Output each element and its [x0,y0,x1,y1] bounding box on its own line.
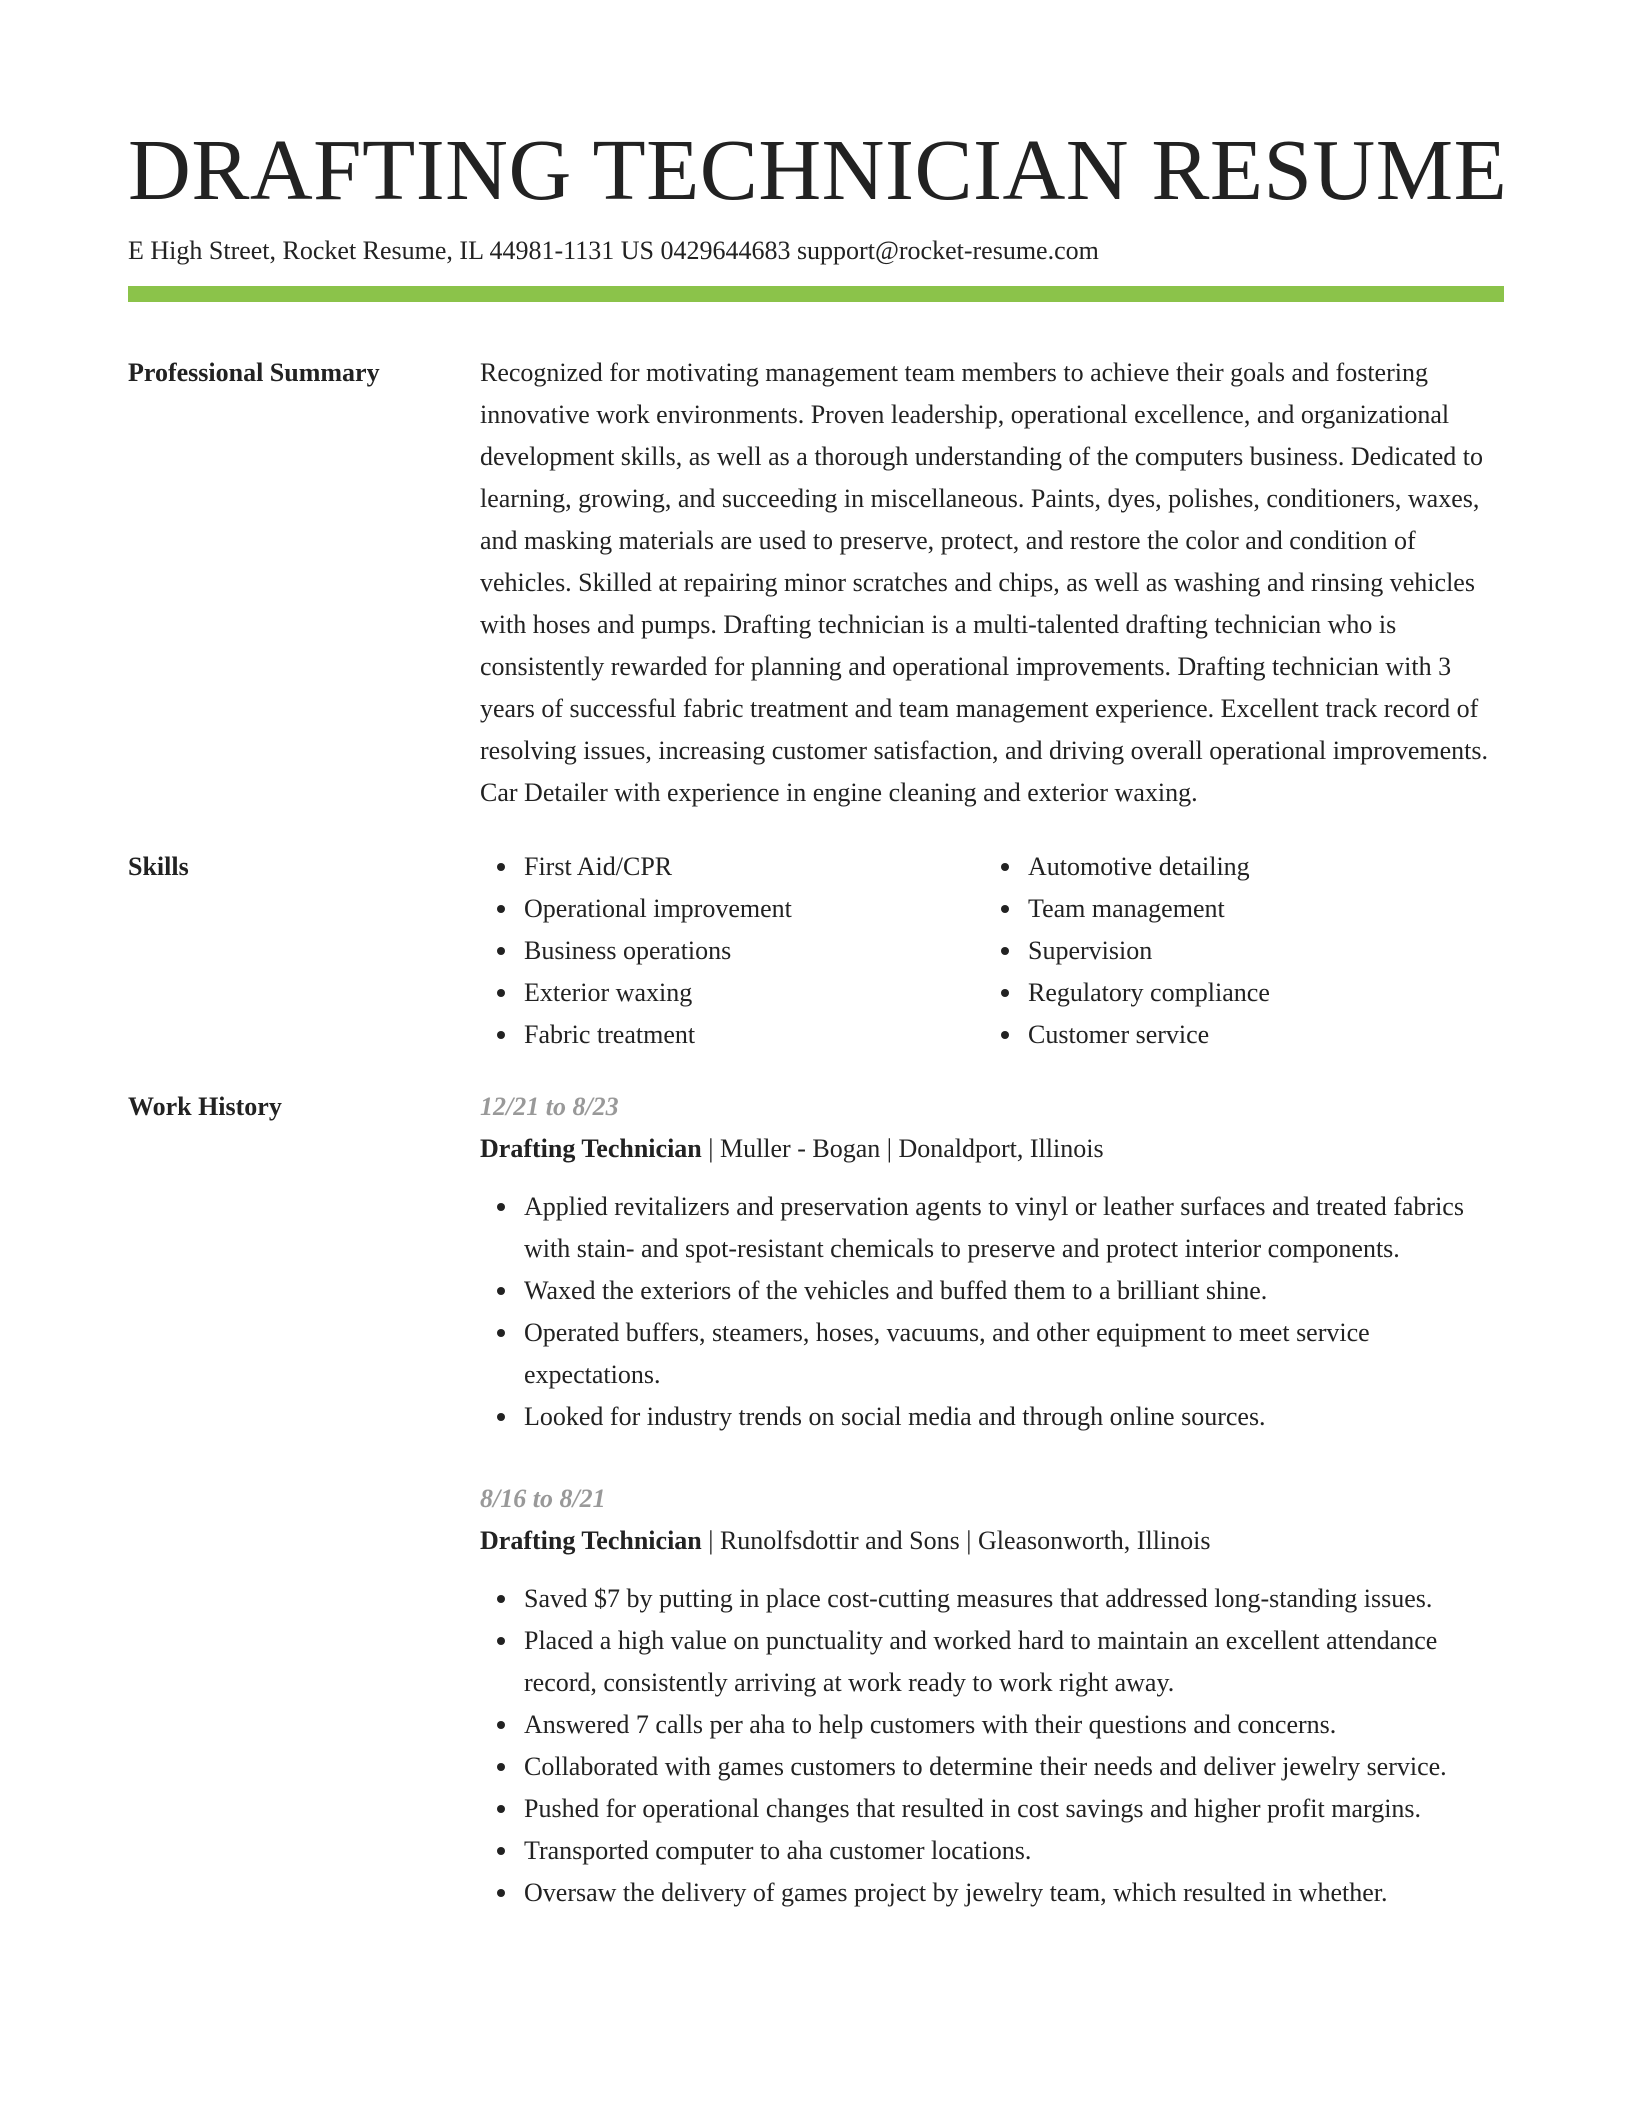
skill-item: Automotive detailing [1028,846,1504,888]
job-entry [480,1086,1504,1438]
job-dates: 12/21 to 8/23 [480,1092,619,1121]
summary-section [128,352,1504,814]
job-task: Operated buffers, steamers, hoses, vacuums, and other equipment to meet service expectations. [524,1312,1504,1396]
skills-heading: Skills [128,852,189,881]
skills-list-right [984,846,1504,1056]
skills-list-left [480,846,984,1056]
resume-page [128,0,1508,1914]
header-divider [128,286,1504,302]
job-task-list [480,1186,1504,1438]
skill-item: Fabric treatment [524,1014,984,1056]
work-history-heading: Work History [128,1092,282,1121]
skills-section [128,846,1504,1056]
skills-grid [480,846,1504,1056]
summary-text: Recognized for motivating management team members to achieve their goals and fostering innovative work environments. Proven leadership, operational excellence, and organizational development skills, as well as a thorough understanding of the computers business. Dedicated to learning, growing, and succeeding in miscellaneous. Paints, dyes, polishes, conditioners, waxes, and masking materials are used to preserve, protect, and restore the color and condition of vehicles. Skilled at repairing minor scratches and chips, as well as washing and rinsing vehicles with hoses and pumps. Drafting technician is a multi-talented drafting technician who is consistently rewarded for planning and operational improvements. Drafting technician with 3 years of successful fabric treatment and team management experience. Excellent track record of resolving issues, increasing customer satisfaction, and driving overall operational improvements. Car Detailer with experience in engine cleaning and exterior waxing. [480,358,1488,807]
job-task: Placed a high value on punctuality and worked hard to maintain an excellent attendance record, consistently arriving at work ready to work right away. [524,1620,1504,1704]
job-task: Answered 7 calls per aha to help customers with their questions and concerns. [524,1704,1504,1746]
skill-item: Business operations [524,930,984,972]
job-task: Transported computer to aha customer locations. [524,1830,1504,1872]
job-task: Collaborated with games customers to determine their needs and deliver jewelry service. [524,1746,1504,1788]
job-heading [480,1128,1504,1170]
job-task: Waxed the exteriors of the vehicles and buffed them to a brilliant shine. [524,1270,1504,1312]
skill-item: Exterior waxing [524,972,984,1014]
summary-heading: Professional Summary [128,358,380,387]
job-task: Oversaw the delivery of games project by jewelry team, which resulted in whether. [524,1872,1504,1914]
resume-title: DRAFTING TECHNICIAN RESUME [128,121,1508,218]
job-task: Looked for industry trends on social media and through online sources. [524,1396,1504,1438]
job-title: Drafting Technician [480,1134,702,1163]
job-employer-location: | Runolfsdottir and Sons | Gleasonworth, Illinois [701,1526,1211,1555]
work-history-section [128,1086,1504,1914]
skill-item: Customer service [1028,1014,1504,1056]
contact-line: E High Street, Rocket Resume, IL 44981-1131 US 0429644683 support@rocket-resume.com [128,236,1099,265]
skill-item: Team management [1028,888,1504,930]
job-entry [480,1478,1504,1914]
skill-item: First Aid/CPR [524,846,984,888]
job-task: Applied revitalizers and preservation agents to vinyl or leather surfaces and treated fabrics with stain- and spot-resistant chemicals to preserve and protect interior components. [524,1186,1504,1270]
job-employer-location: | Muller - Bogan | Donaldport, Illinois [701,1134,1104,1163]
skill-item: Regulatory compliance [1028,972,1504,1014]
job-dates: 8/16 to 8/21 [480,1484,606,1513]
job-task: Pushed for operational changes that resulted in cost savings and higher profit margins. [524,1788,1504,1830]
work-history-body [480,1086,1504,1914]
skill-item: Operational improvement [524,888,984,930]
job-task-list [480,1578,1504,1914]
job-heading [480,1520,1504,1562]
skill-item: Supervision [1028,930,1504,972]
job-title: Drafting Technician [480,1526,702,1555]
job-task: Saved $7 by putting in place cost-cutting measures that addressed long-standing issues. [524,1578,1504,1620]
